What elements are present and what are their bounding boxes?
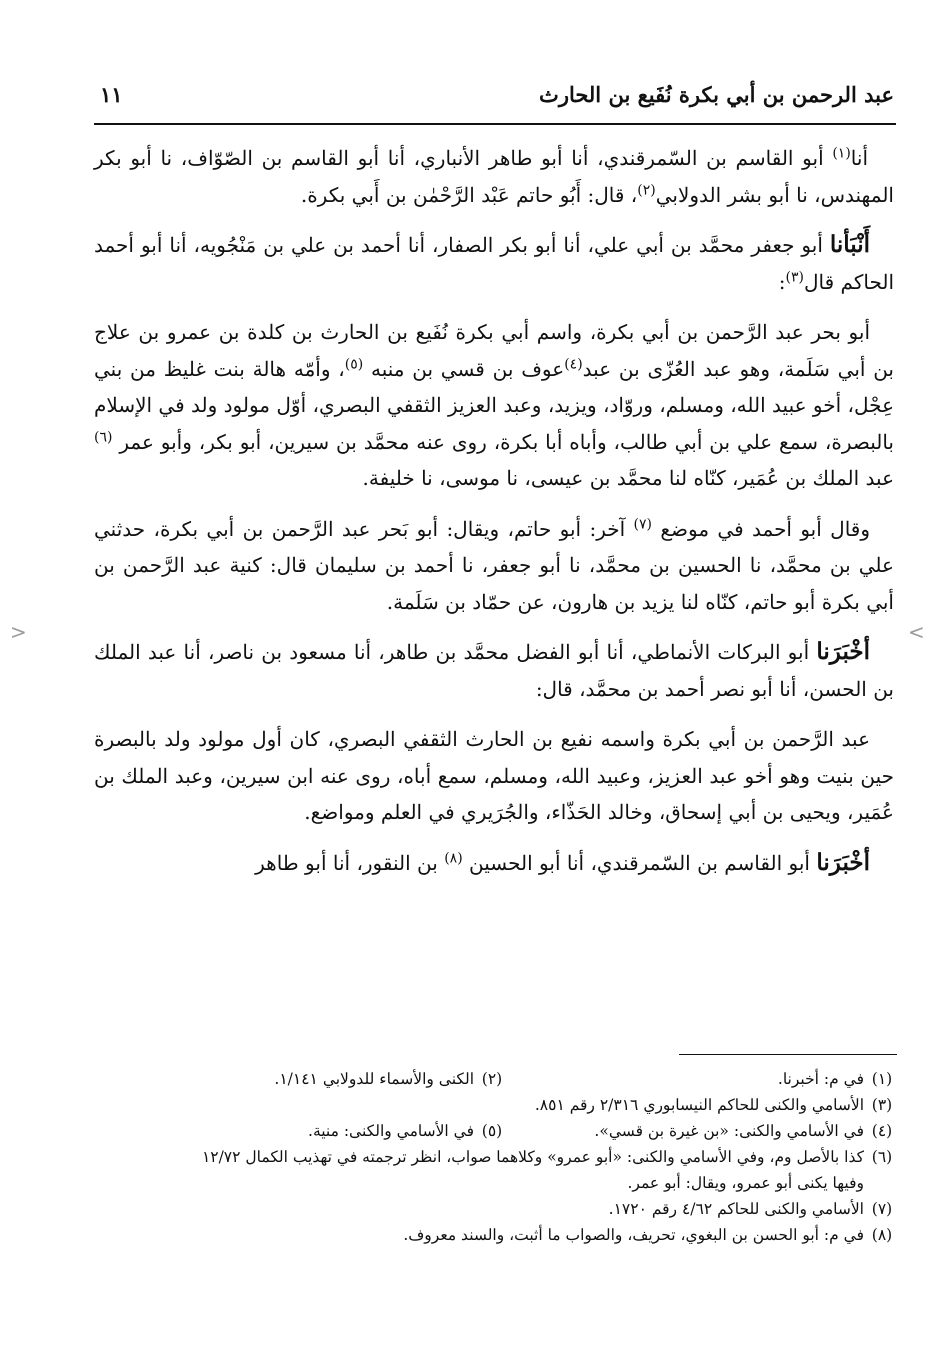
footnote-ref-7: (٧) — [633, 515, 653, 532]
footnote-ref-3: (٣) — [785, 268, 804, 285]
paragraph-5 — [94, 634, 894, 707]
lead-word: أخْبَرَنا — [816, 638, 871, 665]
footnote-ref-5: (٥) — [344, 355, 364, 372]
footnote-text: في م: أخبرنا. — [777, 1070, 864, 1088]
footnote-number: (٥) — [481, 1122, 503, 1140]
footnote-ref-1: (١) — [832, 145, 851, 162]
footnote-ref-2: (٢) — [637, 181, 656, 198]
footnote-7 — [94, 1196, 900, 1222]
footnote-number: (٣) — [871, 1096, 893, 1114]
footnote-row — [94, 1066, 900, 1092]
text-run: ، قال: أَبُو حاتم عَبْد الرَّحْمٰن بن أَبي بكرة. — [300, 182, 638, 207]
header-rule — [94, 123, 896, 125]
footnote-ref-8: (٨) — [444, 849, 463, 866]
footnote-5 — [308, 1118, 510, 1144]
paragraph-1 — [94, 140, 894, 213]
footnote-text: الأسامي والكنى للحاكم ٤/٦٢ رقم ١٧٢٠. — [608, 1200, 864, 1218]
footnote-text: في الأسامي والكنى: منية. — [308, 1122, 474, 1140]
footnote-number: (٨) — [871, 1226, 893, 1244]
footnote-8 — [94, 1222, 900, 1248]
footnotes — [94, 1066, 900, 1248]
running-title: عبد الرحمن بن أبي بكرة نُفَيع بن الحارث — [539, 82, 894, 107]
text-run: عوف بن قسي بن منبه — [370, 356, 565, 381]
footnote-text: في م: أبو الحسن بن البغوي، تحريف، والصواب ما أثبت، والسند معروف. — [403, 1226, 864, 1244]
margin-scan-mark: > — [10, 620, 27, 644]
text-run: بن النقور، أنا أبو طاهر — [255, 850, 438, 875]
main-text — [94, 140, 894, 895]
text-run: أبو البركات الأنماطي، أنا أبو الفضل محمَّد بن طاهر، أنا مسعود بن ناصر، أنا عبد الملك بن الحسن، أنا أبو نصر أحمد بن محمَّد، قال: — [94, 640, 894, 701]
footnote-ref-6: (٦) — [94, 428, 113, 445]
footnote-rule — [679, 1054, 897, 1055]
footnote-4 — [510, 1118, 900, 1144]
footnote-6-continuation: وفيها يكنى أبو عمرو، ويقال: أبو عمر. — [627, 1174, 864, 1192]
footnote-number: (٤) — [871, 1122, 893, 1140]
footnote-2 — [274, 1066, 510, 1092]
footnote-text: في الأسامي والكنى: «بن غيرة بن قسي». — [594, 1122, 864, 1140]
footnote-number: (٢) — [481, 1070, 503, 1088]
text-run: : — [778, 269, 786, 294]
footnote-6 — [94, 1144, 900, 1170]
footnote-text: كذا بالأصل وم، وفي الأسامي والكنى: «أبو عمرو» وكلاهما صواب، انظر ترجمته في تهذيب الكمال ١٢/٧٢ — [201, 1148, 864, 1166]
lead-word: أخْبَرَنا — [816, 848, 870, 876]
footnote-1 — [510, 1066, 900, 1092]
footnote-text: الكنى والأسماء للدولابي ١/١٤١. — [274, 1070, 474, 1088]
paragraph-7 — [94, 845, 894, 882]
paragraph-6 — [94, 721, 894, 831]
text-run: ، وأمّه هالة بنت غليظ من بني عِجْل، أخو عبيد الله، ومسلم، وروّاد، ويزيد، وعبد العزيز الثقفي البصري، أوّل مولود ولد في الإسلام بالبصرة، سمع علي بن أبي طالب، وأباه أبا بكرة، روى عنه محمَّد بن سيرين، أبو بكر، وأبو عمر — [94, 356, 894, 454]
text-run: عبد الرَّحمن بن أبي بكرة واسمه نفيع بن الحارث الثقفي البصري، كان أول مولود ولد بالبصرة حين بنيت وهو أخو عبد العزيز، وعبيد الله، ومسلم، سمع أباه، روى عنه ابن سيرين، وعبد الملك بن عُمَير، ويحيى بن أبي إسحاق، وخالد الحَذّاء، والجُرَيري في العلم ومواضع. — [94, 727, 894, 824]
text-run: أبو القاسم بن السّمرقندي، أنا أبو الحسين — [469, 850, 810, 875]
text-run: آخر: أبو حاتم، ويقال: أبو بَحر عبد الرَّحمن بن أبي بكرة، حدثني علي بن محمَّد، نا الحسين بن محمَّد، نا أبو جعفر، نا أحمد بن سليمان قال: كنية عبد الرَّحمن بن أبي بكرة أبو حاتم، كنّاه لنا يزيد بن هارون، عن حمّاد بن سَلَمة. — [94, 516, 894, 614]
footnote-number: (٦) — [871, 1148, 893, 1166]
margin-scan-mark: < — [908, 620, 925, 644]
text-run: عبد الملك بن عُمَير، كنّاه لنا محمَّد بن عيسى، نا موسى، نا خليفة. — [362, 466, 894, 490]
footnote-row — [94, 1118, 900, 1144]
footnote-number: (٧) — [871, 1200, 893, 1218]
footnote-text: الأسامي والكنى للحاكم النيسابوري ٢/٣١٦ رقم ٨٥١. — [534, 1096, 864, 1114]
paragraph-2 — [94, 227, 894, 300]
text-run: وقال أبو أحمد في موضع — [660, 516, 871, 541]
footnote-ref-4: (٤) — [564, 355, 583, 372]
lead-word: أَنْبَأنا — [829, 231, 871, 258]
page-number: ١١ — [100, 82, 123, 107]
footnote-3 — [94, 1092, 900, 1118]
paragraph-3 — [94, 314, 894, 497]
page-header — [94, 80, 894, 120]
footnote-number: (١) — [871, 1070, 893, 1088]
text-run: أبو القاسم بن السّمرقندي، أنا أبو طاهر الأنباري، أنا أبو القاسم بن الصّوّاف، نا أبو بكر المهندس، نا أبو بشر الدولابي — [94, 146, 894, 207]
text-run: أنا — [850, 146, 868, 170]
paragraph-4 — [94, 511, 894, 621]
text-run: أبو جعفر محمَّد بن أبي علي، أنا أبو بكر الصفار، أنا أحمد بن علي بن مَنْجُويه، أنا أبو أحمد الحاكم قال — [94, 233, 894, 294]
text-run: أبو بحر عبد الرَّحمن بن أبي بكرة، واسم أبي بكرة نُفَيع بن الحارث بن كلدة بن عمرو بن علاج بن أبي سَلَمة، وهو عبد العُزّى بن عبد — [94, 320, 894, 381]
